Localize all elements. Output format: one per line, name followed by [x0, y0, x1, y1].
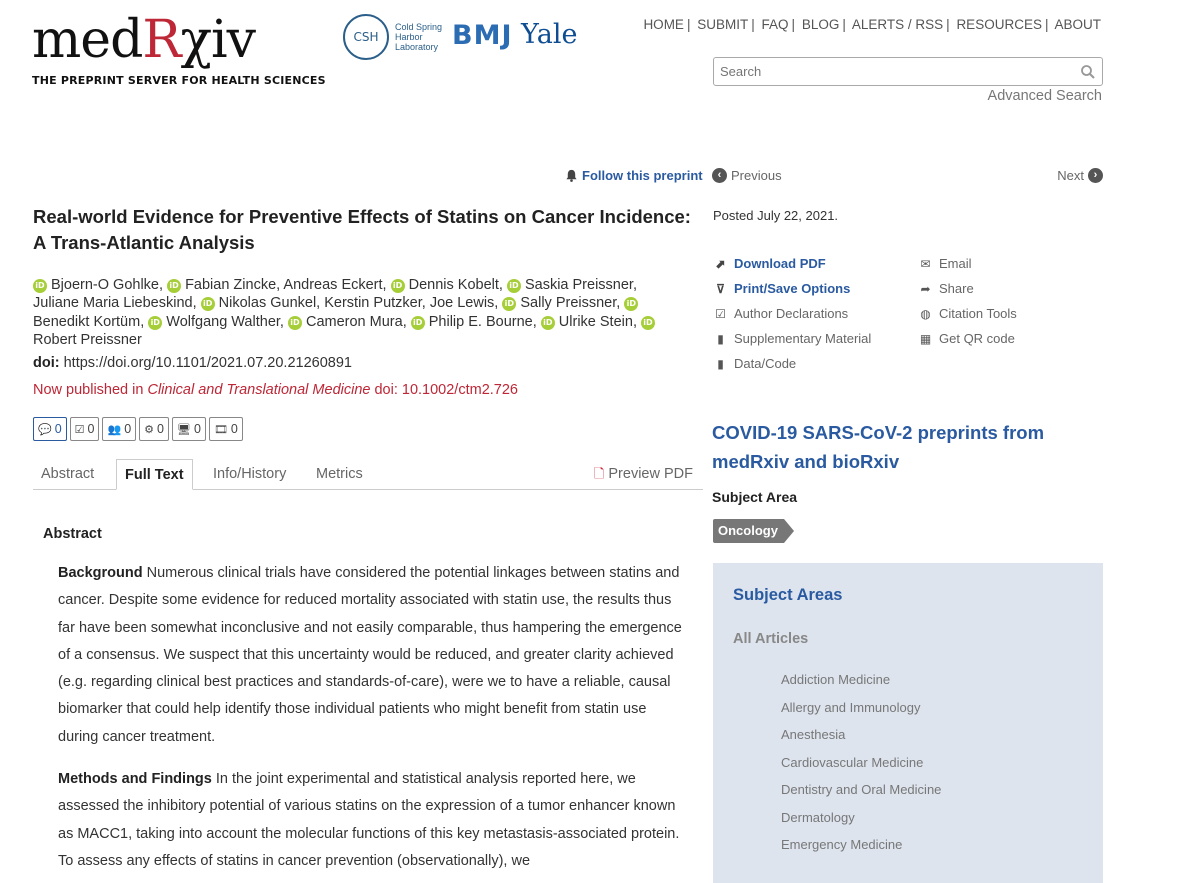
background-label: Background	[58, 565, 143, 581]
nav-blog[interactable]: BLOG	[801, 17, 840, 32]
metric-counter[interactable]	[102, 417, 136, 441]
globe-icon: ◍	[920, 306, 931, 321]
doi-line	[33, 355, 352, 371]
published-journal-link[interactable]: Clinical and Translational Medicine	[147, 382, 371, 398]
preview-pdf-label: Preview PDF	[608, 466, 693, 482]
cshl-logo[interactable]	[343, 14, 445, 60]
subject-areas-title: Subject Areas	[733, 586, 843, 604]
author-name: Nikolas Gunkel	[218, 295, 317, 312]
users-icon: 👥	[107, 423, 122, 436]
methods-label: Methods and Findings	[58, 771, 212, 787]
cogs-icon: ⚙	[144, 423, 155, 436]
search-icon[interactable]	[1080, 64, 1096, 80]
subject-area-addiction-medicine[interactable]: Addiction Medicine	[781, 672, 891, 687]
orcid-icon[interactable]: iD	[33, 279, 47, 293]
previous-link[interactable]	[712, 168, 782, 183]
tool-label: Share	[939, 281, 974, 296]
comment-icon: 💬	[38, 423, 52, 436]
orcid-icon[interactable]: iD	[201, 297, 215, 311]
tool-label: Data/Code	[734, 356, 797, 371]
check-square-icon: ☑	[715, 306, 726, 321]
metric-count: 0	[54, 422, 62, 436]
logo-tagline: THE PREPRINT SERVER FOR HEALTH SCIENCES	[32, 74, 326, 87]
author-ulrike-stein[interactable]	[541, 314, 633, 330]
author-name: Cameron Mura	[305, 313, 403, 330]
search-box	[713, 57, 1103, 86]
tool-supplementary-material[interactable]	[713, 331, 871, 346]
search-input[interactable]	[714, 58, 1064, 85]
file-icon: ▮	[717, 356, 724, 371]
orcid-icon[interactable]: iD	[167, 279, 181, 293]
author-name: Andreas Eckert	[283, 277, 383, 293]
cshl-mark: CSH	[343, 14, 389, 60]
all-articles-link[interactable]: All Articles	[733, 631, 809, 647]
tool-get-qr-code[interactable]	[918, 331, 1015, 346]
subject-areas-list	[781, 672, 941, 865]
metric-counter[interactable]	[33, 417, 67, 441]
metric-count: 0	[87, 422, 95, 436]
orcid-icon[interactable]: iD	[288, 316, 302, 330]
metric-counter[interactable]	[172, 417, 206, 441]
cshl-text: Cold Spring Harbor Laboratory	[395, 22, 443, 52]
orcid-icon[interactable]: iD	[502, 297, 516, 311]
author-name: Dennis Kobelt	[408, 277, 499, 293]
author-bjoern-o-gohlke[interactable]	[33, 277, 159, 293]
orcid-icon[interactable]: iD	[624, 297, 638, 311]
caret-square-icon: ⊽	[716, 281, 725, 296]
metric-counter[interactable]	[209, 417, 243, 441]
film-icon: 🎞	[213, 423, 228, 436]
author-name: Bjoern-O Gohlke	[51, 277, 159, 293]
methods-text: In the joint experimental and statistical analysis reported here, we assessed the inhibitory potential of various statins on the expression of a tumor enhancer known as MACC1, taking into account the molecular functions of this key metastasis-associated protein. To assess any effects of statins in cancer prevention (observationally), we	[58, 771, 680, 869]
author-name: Saskia Preissner	[524, 277, 633, 293]
follow-preprint-link[interactable]	[565, 168, 703, 183]
published-prefix: Now published in	[33, 382, 144, 398]
subject-tag-oncology[interactable]: Oncology	[713, 519, 784, 543]
subject-area-dentistry-and-oral-medicine[interactable]: Dentistry and Oral Medicine	[781, 782, 942, 797]
subject-area-label: Subject Area	[712, 489, 798, 505]
envelope-icon: ✉	[920, 256, 931, 271]
advanced-search-link[interactable]: Advanced Search	[987, 88, 1102, 104]
arrow-left-circle-icon: ‹	[712, 168, 727, 183]
nav-alerts-rss[interactable]: ALERTS / RSS	[851, 17, 944, 32]
tool-label: Citation Tools	[939, 306, 1017, 321]
author-nikolas-gunkel[interactable]	[201, 295, 317, 311]
altmetric-counters	[33, 417, 243, 441]
author-name: Fabian Zincke	[185, 277, 277, 293]
orcid-icon[interactable]: iD	[507, 279, 521, 293]
preview-pdf-link[interactable]	[594, 459, 693, 489]
author-name: Sally Preissner	[520, 295, 617, 312]
tab-abstract[interactable]: Abstract	[41, 466, 95, 482]
author-cameron-mura[interactable]	[288, 314, 403, 330]
bell-icon	[565, 169, 578, 182]
yale-logo[interactable]: Yale	[521, 19, 578, 50]
tool-data-code[interactable]	[713, 356, 796, 371]
author-name: Benedikt Kortüm	[33, 313, 141, 330]
subject-area-anesthesia[interactable]: Anesthesia	[781, 727, 846, 742]
metric-counter[interactable]	[70, 417, 100, 441]
metric-count: 0	[157, 422, 164, 436]
orcid-icon[interactable]: iD	[411, 316, 425, 330]
tool-author-declarations[interactable]	[713, 306, 848, 321]
tool-download-pdf[interactable]	[713, 256, 826, 271]
tab-metrics[interactable]: Metrics	[316, 466, 363, 482]
tool-print-save-options[interactable]	[713, 281, 850, 296]
author-fabian-zincke[interactable]	[167, 277, 276, 293]
published-notice	[33, 382, 518, 398]
file-icon: ▮	[717, 331, 724, 346]
logo-wordmark: medRχiv	[32, 10, 256, 70]
abstract-background	[58, 560, 683, 751]
nav-submit[interactable]: SUBMIT	[697, 17, 749, 32]
author-kerstin-putzker[interactable]	[324, 295, 422, 311]
author-name: Robert Preissner	[33, 331, 142, 348]
author-sally-preissner[interactable]	[502, 295, 616, 311]
tool-share[interactable]	[918, 281, 974, 296]
qrcode-icon: ▦	[919, 331, 932, 346]
author-juliane-maria-liebeskind[interactable]	[33, 295, 193, 311]
tool-label: Supplementary Material	[734, 331, 872, 346]
pdf-file-icon: 🗋	[593, 466, 605, 481]
subject-area-cardiovascular-medicine[interactable]: Cardiovascular Medicine	[781, 754, 924, 770]
tab-info-history[interactable]: Info/History	[213, 466, 287, 482]
published-doi[interactable]: doi: 10.1002/ctm2.726	[374, 382, 518, 398]
author-name: Philip E. Bourne	[428, 313, 533, 330]
share-icon: ➦	[920, 281, 931, 296]
next-label: Next	[1057, 168, 1084, 183]
subject-area-allergy-and-immunology[interactable]: Allergy and Immunology	[781, 699, 921, 715]
tab-full-text[interactable]: Full Text	[116, 459, 193, 490]
author-list: iD Bjoern-O Gohlke, iD Fabian Zincke, Andreas Eckert, iD Dennis Kobelt, iD Saskia Preissner, Juliane Maria Liebeskind, iD Nikolas Gunkel, Kerstin Putzker, Joe Lewis, iD Sally Preissner, iDBenedikt Kortüm, iD Wolfgang Walther, iD Cameron Mura, iD Philip E. Bourne, iD Ulrike Stein, iDRobert Preissner	[33, 276, 673, 349]
subject-area-dermatology[interactable]: Dermatology	[781, 809, 855, 825]
author-name: Juliane Maria Liebeskind	[33, 295, 193, 312]
author-name: Joe Lewis	[429, 295, 495, 312]
doi-label: doi:	[33, 355, 60, 371]
author-philip-e-bourne[interactable]	[411, 314, 533, 330]
tool-citation-tools[interactable]	[918, 306, 1017, 321]
author-joe-lewis[interactable]	[430, 295, 494, 311]
follow-label: Follow this preprint	[582, 168, 703, 183]
author-dennis-kobelt[interactable]	[391, 277, 499, 293]
orcid-icon[interactable]: iD	[148, 316, 162, 330]
check-square-icon: ☑	[74, 423, 85, 436]
external-link-icon: ⬈	[715, 256, 726, 271]
author-andreas-eckert[interactable]	[283, 277, 382, 293]
tool-label: Author Declarations	[734, 306, 849, 321]
abstract-heading: Abstract	[43, 526, 102, 542]
abstract-methods	[58, 766, 683, 875]
tool-label: Print/Save Options	[734, 281, 851, 296]
nav-about[interactable]: ABOUT	[1054, 17, 1101, 32]
posted-date: Posted July 22, 2021.	[713, 208, 839, 223]
nav-resources[interactable]: RESOURCES	[956, 17, 1042, 32]
tool-label: Get QR code	[939, 331, 1015, 346]
orcid-icon[interactable]: iD	[541, 316, 555, 330]
nav-home[interactable]: HOME	[643, 17, 684, 32]
nav-faq[interactable]: FAQ	[761, 17, 789, 32]
tool-label: Email	[939, 256, 972, 271]
tool-label: Download PDF	[734, 256, 826, 271]
background-text: Numerous clinical trials have considered the potential linkages between statins and cancer. Despite some evidence for reduced mortality associated with statin use, the results thus far have been somewhat inconclusive and not easily comparable, thus hampering the emergence of a consensus. We suspect that this uncertainty would be reduced, and greater clarity achieved (e.g. regarding clinical best practices and standards-of-care), were we to have a reliable, causal biomarker that could help identify those individual patients who might benefit from statin use during cancer treatment.	[58, 565, 682, 745]
author-name: Kerstin Putzker	[324, 295, 422, 312]
author-name: Wolfgang Walther	[166, 313, 280, 330]
subject-areas-panel	[713, 563, 1103, 883]
previous-label: Previous	[731, 168, 782, 183]
orcid-icon[interactable]: iD	[641, 316, 655, 330]
author-name: Ulrike Stein	[558, 313, 633, 330]
orcid-icon[interactable]: iD	[391, 279, 405, 293]
author-wolfgang-walther[interactable]	[148, 314, 280, 330]
monitor-icon: 🖥	[176, 423, 191, 436]
metric-count: 0	[230, 422, 238, 436]
metric-counter[interactable]	[139, 417, 169, 441]
next-link[interactable]	[1057, 168, 1103, 183]
bmj-logo[interactable]: BMJ	[452, 20, 513, 51]
medrxiv-logo[interactable]	[32, 10, 326, 87]
article-tabs	[33, 459, 703, 490]
tool-email[interactable]	[918, 256, 972, 271]
top-nav: HOME | SUBMIT | FAQ | BLOG | ALERTS / RSS | RESOURCES | ABOUT	[643, 17, 1101, 32]
arrow-right-circle-icon: ›	[1088, 168, 1103, 183]
covid-preprints-link[interactable]: COVID-19 SARS-CoV-2 preprints from medRxiv and bioRxiv	[712, 422, 1045, 472]
subject-area-emergency-medicine[interactable]: Emergency Medicine	[781, 837, 903, 852]
article-title: Real-world Evidence for Preventive Effects of Statins on Cancer Incidence: A Trans-Atlantic Analysis	[33, 206, 691, 253]
doi-link[interactable]: https://doi.org/10.1101/2021.07.20.21260891	[63, 355, 352, 371]
metric-count: 0	[124, 422, 132, 436]
author-saskia-preissner[interactable]	[507, 277, 633, 293]
metric-count: 0	[193, 422, 201, 436]
